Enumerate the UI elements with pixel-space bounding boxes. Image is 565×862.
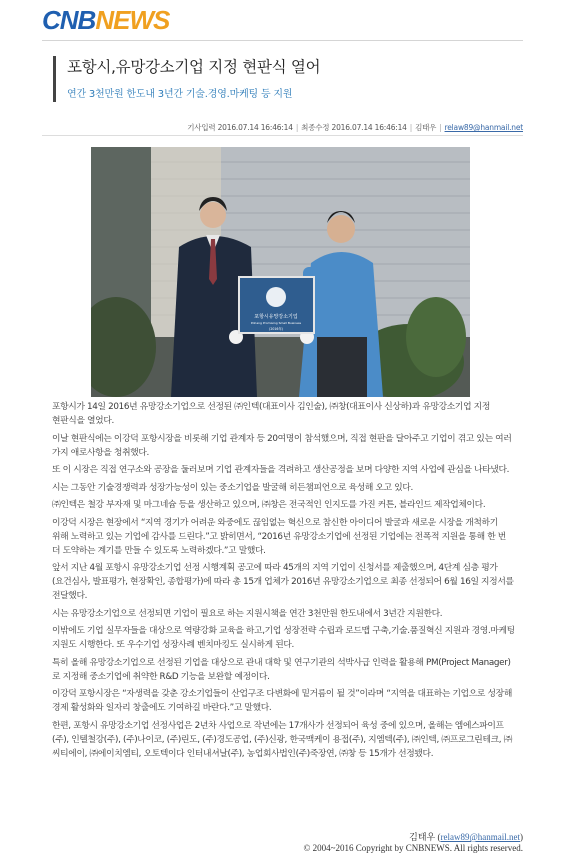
plaque-title: 포항시유망강소기업: [254, 314, 298, 320]
logo-text-cnb: CNB: [42, 5, 96, 35]
article-paragraph: 이밖에도 기업 실무자들을 대상으로 역량강화 교육을 하고,기업 성장전략 수립과 로드맵 구축,기술.품질혁신 지원과 경영.마케팅 지원도 시행한다. 또 우수기업 성장사례 벤치마킹도 실시하게 된다.: [52, 626, 515, 650]
header-divider: [42, 40, 523, 41]
article-paragraph: 포항시가 14일 2016년 유망강소기업으로 선정된 ㈜인텍(대표이사 김인술), ㈜창(대표이사 신상하)과 유망강소기업 지정 현판식을 열었다.: [52, 402, 490, 426]
footer-author-email-link[interactable]: relaw89@hanmail.net: [440, 832, 520, 842]
published-date: 기사입력 2016.07.14 16:46:14: [187, 123, 293, 132]
footer-author-name: 김태우: [409, 832, 436, 842]
article-paragraph: 특히 올해 유망강소기업으로 선정된 기업을 대상으로 관내 대학 및 연구기관의 석박사급 인력을 활용해 PM(Project Manager)로 지정해 중소기업에 취약한 R&D 기능을 보완할 예정이다.: [52, 657, 511, 682]
article-paragraph: 또 이 시장은 직접 연구소와 공장을 둘러보며 기업 관계자들을 격려하고 생산공정을 보며 다양한 지역 사업에 관심을 나타냈다.: [52, 465, 510, 475]
author-email-link[interactable]: relaw89@hanmail.net: [444, 123, 523, 132]
article-paragraph: 이날 현판식에는 이강덕 포항시장을 비롯해 기업 관계자 등 20여명이 참석했으며, 직접 현판을 달아주고 기업이 겪고 있는 여러 가지 애로사항을 청취했다.: [52, 433, 512, 458]
byline-divider: [42, 135, 523, 136]
site-logo[interactable]: [42, 6, 169, 34]
article-paragraph: 앞서 지난 4월 포항시 유망강소기업 선정 시행계획 공고에 따라 45개의 지역 기업이 신청서를 제출했으며, 4단계 심층 평가(요건심사, 발표평가, 현장확인, 종합평가)에 따라 총 15개 업체가 2016년 유망강소기업으로 최종 선정되어 6월 16일 지정서를 전달했다.: [52, 563, 514, 601]
copyright-notice: © 2004~2016 Copyright by CNBNEWS. All rights reserved.: [303, 843, 523, 853]
article-subheadline: 연간 3천만원 한도내 3년간 기술.경영.마케팅 등 지원: [67, 89, 293, 100]
updated-date: 최종수정 2016.07.14 16:46:14: [301, 123, 407, 132]
footer-author: 김태우 (relaw89@hanmail.net): [409, 832, 523, 842]
article-headline: 포항시,유망강소기업 지정 현판식 열어: [67, 58, 321, 76]
article-paragraph: 시는 유망강소기업으로 선정되면 기업이 필요로 하는 지원시책을 연간 3천만원 한도내에서 3년간 지원한다.: [52, 608, 443, 619]
article-paragraph: 이강덕 포항시장은 “자생력을 갖춘 강소기업들이 산업구조 다변화에 밑거름이 될 것”이라며 “지역을 대표하는 기업으로 성장해 경제 활성화와 일자리 창출에도 기여하길 바란다.”고 말했다.: [52, 689, 512, 713]
article-paragraph: 시는 그동안 기술경쟁력과 성장가능성이 있는 중소기업을 발굴해 히든챔피언으로 육성해 오고 있다.: [52, 482, 413, 493]
headline-block: [53, 56, 523, 102]
author-name: 김태우: [415, 123, 437, 132]
article-paragraph: 한편, 포항시 유망강소기업 선정사업은 2년차 사업으로 작년에는 17개사가 선정되어 육성 중에 있으며, 올해는 엠에스파이프(주), 인텔철강(주), (주)나이코, (주)린도, (주)경도공업, (주)신광, 한국맥케이 용접(주), 지엠텍(주), ㈜인텍, ㈜프로그린테크, ㈜씨티에이, ㈜에이치엠티, 오토텍이다 인터내셔날(주), 농업회사법인(주)죽장연, ㈜창 등 15개가 선정됐다.: [52, 720, 513, 759]
article-body: [52, 400, 515, 764]
logo-text-news: NEWS: [95, 5, 170, 35]
article-paragraph: 이강덕 시장은 현장에서 “지역 경기가 어려운 와중에도 끊임없는 혁신으로 참신한 아이디어 발굴과 새로운 시장을 개척하기 위해 노력하고 있는 기업에 감사를 드린다.”고 밝히면서, “2016년 유망강소기업에 선정된 기업에는 전폭적 지원을 통해 한 번 더 도약하는 계기를 만들 수 있도록 노력하겠다.”고 말했다.: [52, 517, 506, 556]
plaque-year: (2016年): [269, 327, 283, 331]
article-byline: 기사입력 2016.07.14 16:46:14 | 최종수정 2016.07.14 16:46:14 | 김태우 | relaw89@hanmail.net: [187, 123, 523, 132]
plaque-ceremony-photo: [91, 147, 470, 397]
plaque-subtitle: Pohang Promising Small Business: [250, 321, 302, 325]
article-photo: [91, 147, 470, 397]
article-paragraph: ㈜인텍은 철강 부자재 및 마그네슘 등을 생산하고 있으며, ㈜창은 전국적인 인지도를 가진 커튼, 블라인드 제작업체이다.: [52, 500, 486, 510]
